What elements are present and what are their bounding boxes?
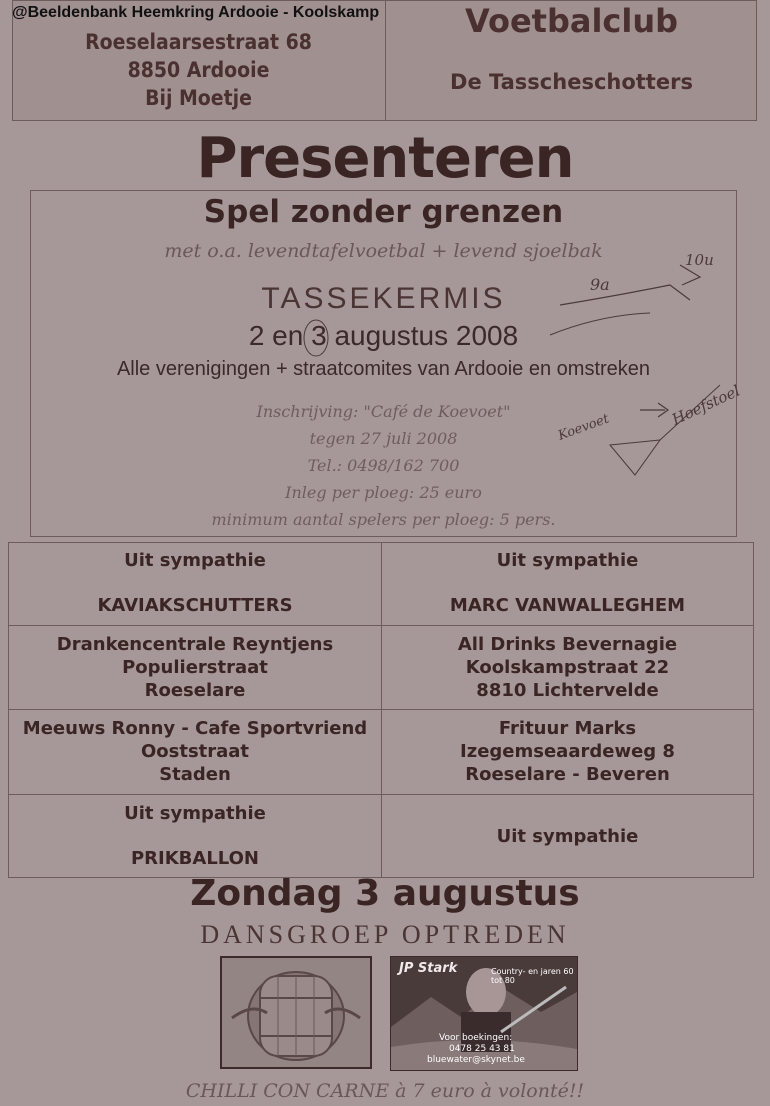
sponsor-cell (8, 625, 382, 710)
sponsor-line: All Drinks Bevernagie (457, 634, 678, 655)
header-address-line: 8850 Ardooie (127, 58, 270, 82)
sponsor-cell (381, 542, 754, 626)
club-name: De Tasscheschotters (450, 70, 693, 94)
presenteren-heading: Presenteren (196, 126, 574, 191)
barrel-photo (220, 956, 372, 1069)
sponsor-line: Meeuws Ronny - Cafe Sportvriend (22, 718, 368, 739)
sponsor-cell (8, 709, 382, 795)
advert-booking: Voor boekingen: (439, 1033, 513, 1043)
sponsor-line: MARC VANWALLEGHEM (449, 595, 686, 616)
sponsor-line: Uit sympathie (124, 550, 266, 571)
sponsor-line: Populierstraat (122, 657, 268, 678)
sponsor-cell (381, 625, 754, 710)
club-title: Voetbalclub (464, 2, 679, 40)
handwritten-note: 9a (590, 275, 610, 294)
sponsor-cell (8, 794, 382, 878)
handwritten-note: Hoefstoel (669, 381, 743, 429)
event-invitation: Alle verenigingen + straatcomites van Ardooie en omstreken (116, 358, 651, 380)
sponsor-line: Uit sympathie (496, 550, 639, 571)
event-name: TASSEKERMIS (261, 282, 506, 315)
event-date: 2 en 3 augustus 2008 (248, 320, 519, 351)
sponsor-cell (381, 794, 754, 878)
sponsor-line: Drankencentrale Reyntjens (56, 634, 334, 655)
sponsor-line: Izegemseaardeweg 8 (460, 741, 675, 762)
sunday-title: Zondag 3 augustus (190, 873, 580, 914)
registration-line: Inleg per ploeg: 25 euro (285, 483, 482, 502)
advert-phone: 0478 25 43 81 (449, 1044, 515, 1054)
registration-line: Tel.: 0498/162 700 (307, 456, 460, 475)
sponsor-line: 8810 Lichtervelde (476, 680, 659, 701)
header-address-line: Roeselaarsestraat 68 (85, 30, 312, 54)
handwritten-annotations (540, 235, 770, 495)
sunday-subtitle: DANSGROEP OPTREDEN (200, 920, 570, 949)
handwritten-note: 10u (685, 251, 714, 269)
barrel-image (222, 958, 370, 1067)
sponsor-line: PRIKBALLON (130, 848, 259, 869)
sponsor-line: Uit sympathie (496, 826, 639, 847)
sponsor-line: Koolskampstraat 22 (465, 657, 670, 678)
sponsor-line: Roeselare (144, 680, 246, 701)
advert-email: bluewater@skynet.be (427, 1055, 525, 1065)
sponsor-line: Uit sympathie (124, 803, 266, 824)
jp-stark-advert (390, 956, 578, 1071)
sponsor-line: KAVIAKSCHUTTERS (97, 595, 293, 616)
registration-line: Inschrijving: "Café de Koevoet" (256, 402, 511, 421)
sponsor-line: Staden (159, 764, 231, 785)
advert-tagline: Country- en jaren 60 tot 80 (491, 967, 574, 985)
sponsor-line: Ooststraat (140, 741, 250, 762)
footer-chilli: CHILLI CON CARNE à 7 euro à volonté!! (185, 1080, 585, 1102)
event-title: Spel zonder grenzen (203, 194, 564, 230)
sponsor-line: Roeselare - Beveren (465, 764, 670, 785)
event-subtitle: met o.a. levendtafelvoetbal + levend sjoelbak (164, 240, 603, 262)
header-address-line: Bij Moetje (145, 86, 252, 110)
watermark: @Beeldenbank Heemkring Ardooie - Koolskamp (12, 4, 380, 21)
sponsor-line: Frituur Marks (498, 718, 637, 739)
handwritten-note: Koevoet (556, 411, 612, 444)
circle-mark (296, 318, 336, 358)
sponsor-cell (8, 542, 382, 626)
registration-line: minimum aantal spelers per ploeg: 5 pers. (211, 510, 556, 529)
header-address (12, 28, 385, 112)
sponsor-cell (381, 709, 754, 795)
advert-name: JP Stark (399, 961, 458, 976)
registration-line: tegen 27 juli 2008 (309, 429, 458, 448)
